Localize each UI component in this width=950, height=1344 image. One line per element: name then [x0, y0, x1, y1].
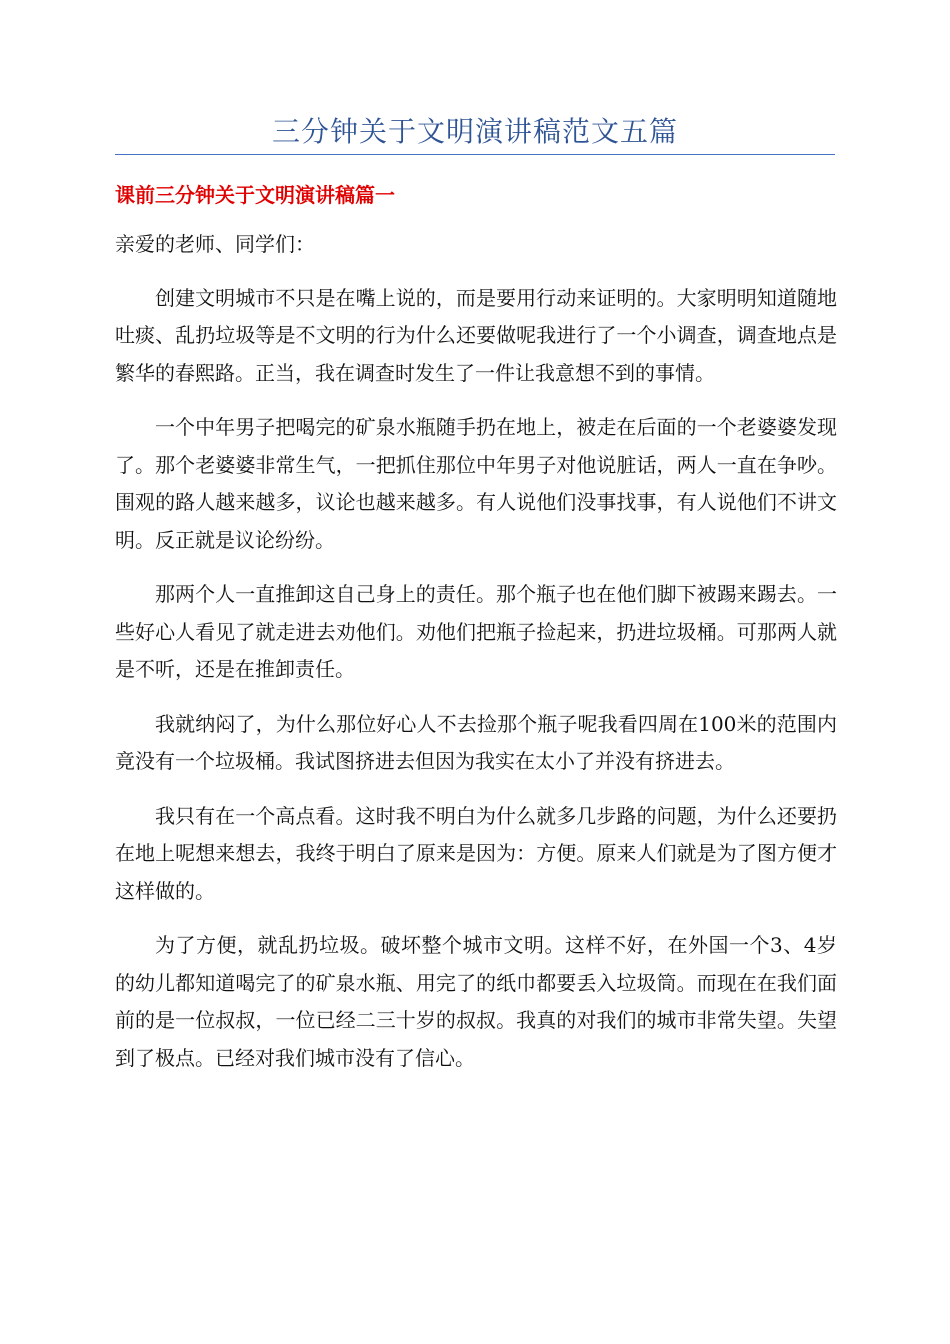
body-paragraph: 一个中年男子把喝完的矿泉水瓶随手扔在地上，被走在后面的一个老婆婆发现了。那个老婆婆非常生气，一把抓住那位中年男子对他说脏话，两人一直在争吵。围观的路人越来越多，议论也越来越多。有人说他们没事找事，有人说他们不讲文明。反正就是议论纷纷。 [115, 415, 837, 552]
title-underline-rule [115, 154, 835, 155]
body-paragraph: 创建文明城市不只是在嘴上说的，而是要用行动来证明的。大家明明知道随地吐痰、乱扔垃圾等是不文明的行为什么还要做呢我进行了一个小调查，调查地点是繁华的春熙路。正当，我在调查时发生了一件让我意想不到的事情。 [115, 285, 837, 385]
document-title: 三分钟关于文明演讲稿范文五篇 [271, 115, 678, 148]
body-paragraph: 那两个人一直推卸这自己身上的责任。那个瓶子也在他们脚下被踢来踢去。一些好心人看见了就走进去劝他们。劝他们把瓶子捡起来，扔进垃圾桶。可那两人就是不听，还是在推卸责任。 [115, 582, 837, 681]
body-paragraph: 为了方便，就乱扔垃圾。破坏整个城市文明。这样不好，在外国一个3、4岁的幼儿都知道喝完了的矿泉水瓶、用完了的纸巾都要丢入垃圾筒。而现在在我们面前的是一位叔叔，一位已经二三十岁的叔叔。我真的对我们的城市非常失望。失望到了极点。已经对我们城市没有了信心。 [115, 933, 837, 1070]
document-body [115, 226, 837, 1094]
salutation: 亲爱的老师、同学们： [115, 232, 315, 256]
section-heading: 课前三分钟关于文明演讲稿篇一 [115, 183, 395, 207]
body-paragraph: 我只有在一个高点看。这时我不明白为什么就多几步路的问题，为什么还要扔在地上呢想来想去，我终于明白了原来是因为：方便。原来人们就是为了图方便才这样做的。 [115, 803, 837, 903]
body-paragraph: 我就纳闷了，为什么那位好心人不去捡那个瓶子呢我看四周在100米的范围内竟没有一个垃圾桶。我试图挤进去但因为我实在太小了并没有挤进去。 [115, 711, 837, 773]
